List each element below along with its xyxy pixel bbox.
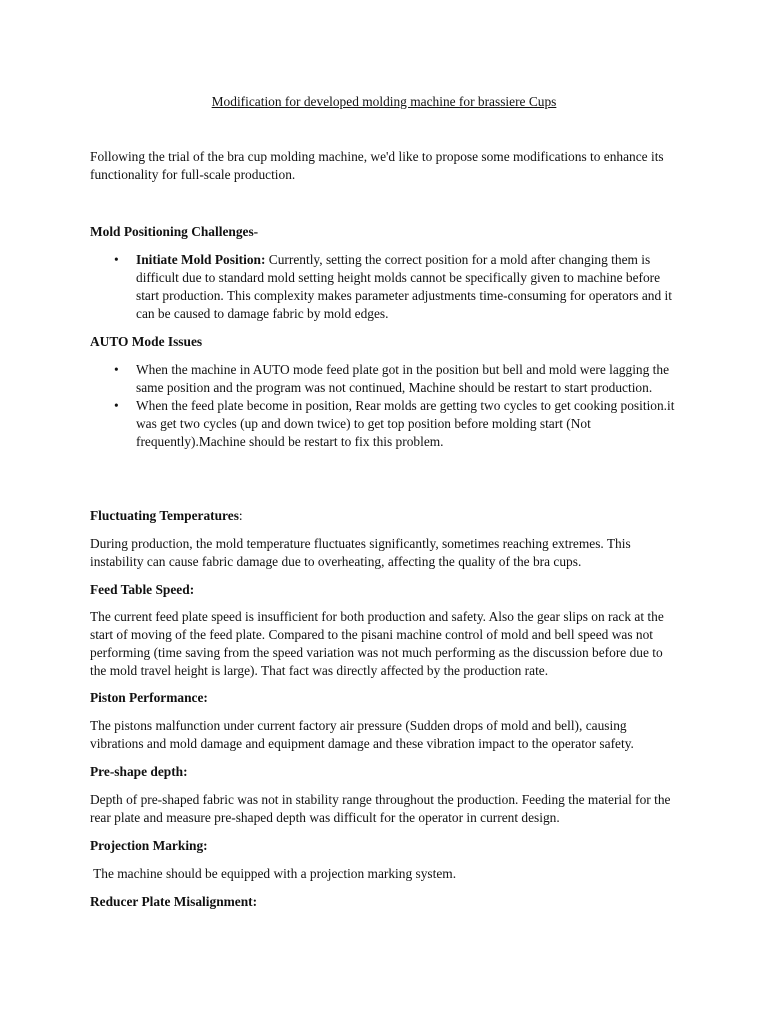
heading-mold-positioning: Mold Positioning Challenges-: [90, 224, 259, 239]
paragraph-feed-table-speed: The current feed plate speed is insufficient for both production and safety. Also the gear slips on rack at the start of moving of the feed plate. Compared to the pisani machine control of mold and bell speed was not performing (time saving from the speed variation was not much performing as the discussion before due to the mold travel height is large). That fact was directly affected by the production rate.: [90, 609, 664, 678]
bullet-text: Currently, setting the correct position for a mold after changing them is difficult due to standard mold setting height molds cannot be specifically given to machine before start production. This complexity makes parameter adjustments time-consuming for operators and it can be caused to damage fabric by mold edges.: [136, 252, 672, 321]
bullet-text: When the machine in AUTO mode feed plate got in the position but bell and mold were lagging the same position and the program was not continued, Machine should be restart to start production.: [136, 362, 670, 395]
intro-paragraph: Following the trial of the bra cup molding machine, we'd like to propose some modifications to enhance its functionality for full-scale production.: [90, 149, 664, 182]
heading-text: Fluctuating Temperatures: [90, 508, 239, 523]
paragraph-projection-marking: The machine should be equipped with a projection marking system.: [90, 866, 457, 881]
heading-piston-performance: Piston Performance:: [90, 690, 208, 705]
paragraph-piston-performance: The pistons malfunction under current factory air pressure (Sudden drops of mold and bell), causing vibrations and mold damage and equipment damage and these vibration impact to the operator safety.: [90, 718, 634, 751]
heading-pre-shape-depth: Pre-shape depth:: [90, 764, 188, 779]
paragraph-fluctuating-temperatures: During production, the mold temperature fluctuates significantly, sometimes reaching extremes. This instability can cause fabric damage due to overheating, affecting the quality of the bra cups.: [90, 536, 631, 569]
bullet-lead: Initiate Mold Position:: [136, 252, 266, 267]
mold-positioning-list: [90, 251, 680, 323]
bullet-icon: •: [114, 362, 119, 377]
bullet-text: When the feed plate become in position, Rear molds are getting two cycles to get cooking position.it was get two cycles (up and down twice) to get top position before molding start (Not frequently).Machine should be restart to fix this problem.: [136, 398, 675, 449]
list-item: [90, 361, 680, 397]
list-item: [90, 397, 680, 451]
auto-mode-list: [90, 361, 680, 451]
bullet-icon: •: [114, 252, 119, 267]
paragraph-pre-shape-depth: Depth of pre-shaped fabric was not in stability range throughout the production. Feeding the material for the rear plate and measure pre-shaped depth was difficult for the operator in current design.: [90, 792, 671, 825]
list-item: [90, 251, 680, 323]
heading-reducer-plate: Reducer Plate Misalignment:: [90, 894, 258, 909]
heading-suffix: :: [238, 508, 243, 523]
heading-fluctuating-temperatures: [90, 507, 680, 525]
heading-projection-marking: Projection Marking:: [90, 838, 208, 853]
document-title: Modification for developed molding machine for brassiere Cups: [211, 94, 557, 109]
heading-feed-table-speed: Feed Table Speed:: [90, 582, 195, 597]
heading-auto-mode: AUTO Mode Issues: [90, 334, 203, 349]
bullet-icon: •: [114, 398, 119, 413]
